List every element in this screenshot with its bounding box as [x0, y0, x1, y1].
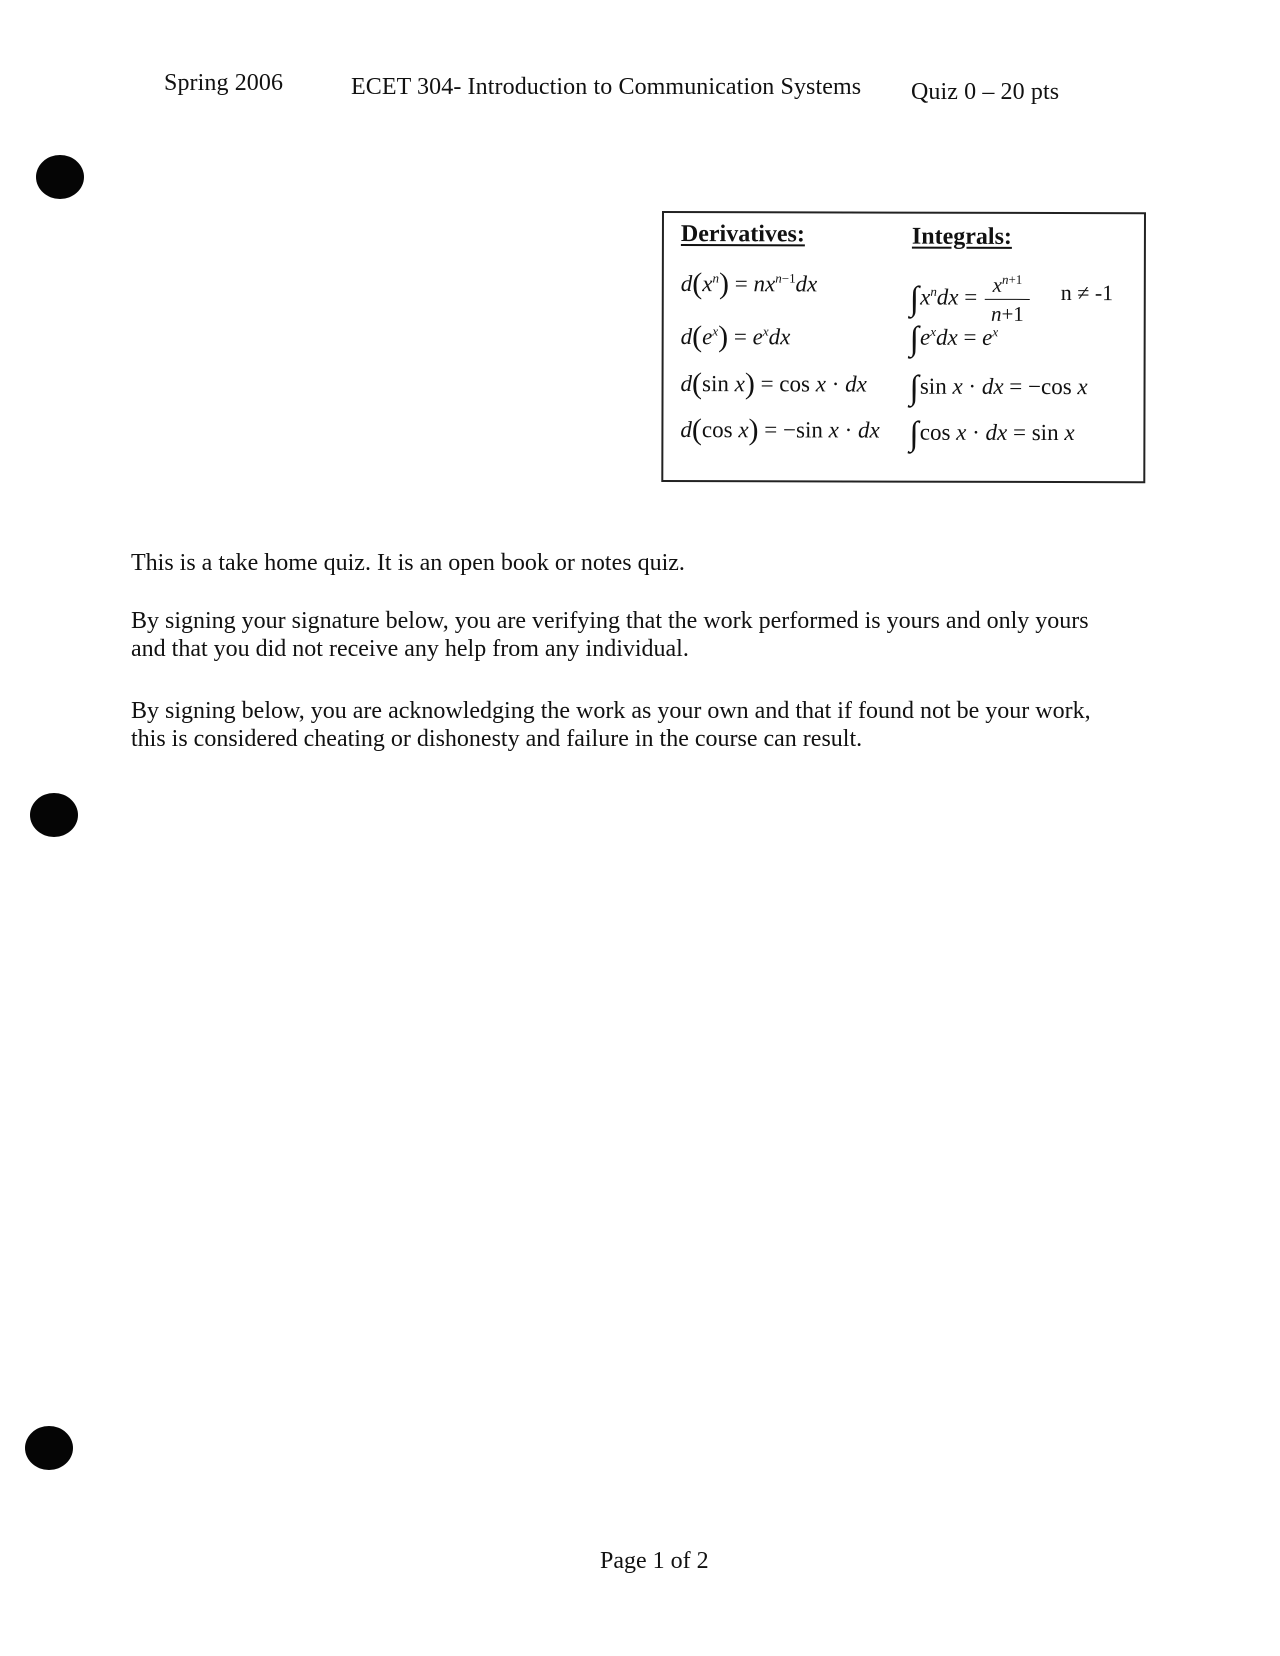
integral-exponential: $\int e^xdx = e^x$ [909, 320, 999, 358]
derivative-exponential: $d(e^x) = e^xdx$ [680, 320, 791, 354]
integral-cosine: ∫cos x · dx = sin x [909, 415, 1075, 453]
header-quiz-points: Quiz 0 – 20 pts [911, 79, 1060, 105]
formula-reference-box [661, 211, 1146, 483]
header-course-title: ECET 304- Introduction to Communication Systems [351, 74, 862, 100]
integral-power-rule: $\int x^ndx$ = $\frac{x^{n+1}}{n+1}$ [910, 272, 1030, 327]
hole-punch-top [36, 155, 84, 199]
page-number: Page 1 of 2 [600, 1548, 709, 1574]
honesty-policy-line-2: this is considered cheating or dishonesty and failure in the course can result. [131, 726, 863, 752]
integrals-heading: Integrals: [911, 223, 1012, 250]
signature-verification-line-2: and that you did not receive any help from any individual. [131, 636, 689, 662]
derivative-sine: d(sin x) = cos x · dx [680, 367, 867, 401]
integral-sine: ∫sin x · dx = −cos x [909, 369, 1088, 407]
hole-punch-middle [30, 793, 78, 837]
instructions-honesty-policy [131, 697, 1131, 753]
derivative-cosine: d(cos x) = −sin x · dx [680, 413, 880, 447]
derivative-power-rule: $d(x^n) = nx^{n-1}dx$ [680, 267, 818, 301]
instructions-signature-verification [131, 607, 1131, 663]
integral-condition: n ≠ -1 [1060, 280, 1114, 306]
header-term: Spring 2006 [164, 70, 284, 96]
instructions-take-home: This is a take home quiz. It is an open book or notes quiz. [131, 550, 685, 576]
derivatives-heading: Derivatives: [680, 221, 805, 248]
hole-punch-bottom [25, 1426, 73, 1470]
signature-verification-line-1: By signing your signature below, you are verifying that the work performed is yours and only yours [131, 608, 1089, 634]
honesty-policy-line-1: By signing below, you are acknowledging the work as your own and that if found not be your work, [131, 698, 1091, 724]
